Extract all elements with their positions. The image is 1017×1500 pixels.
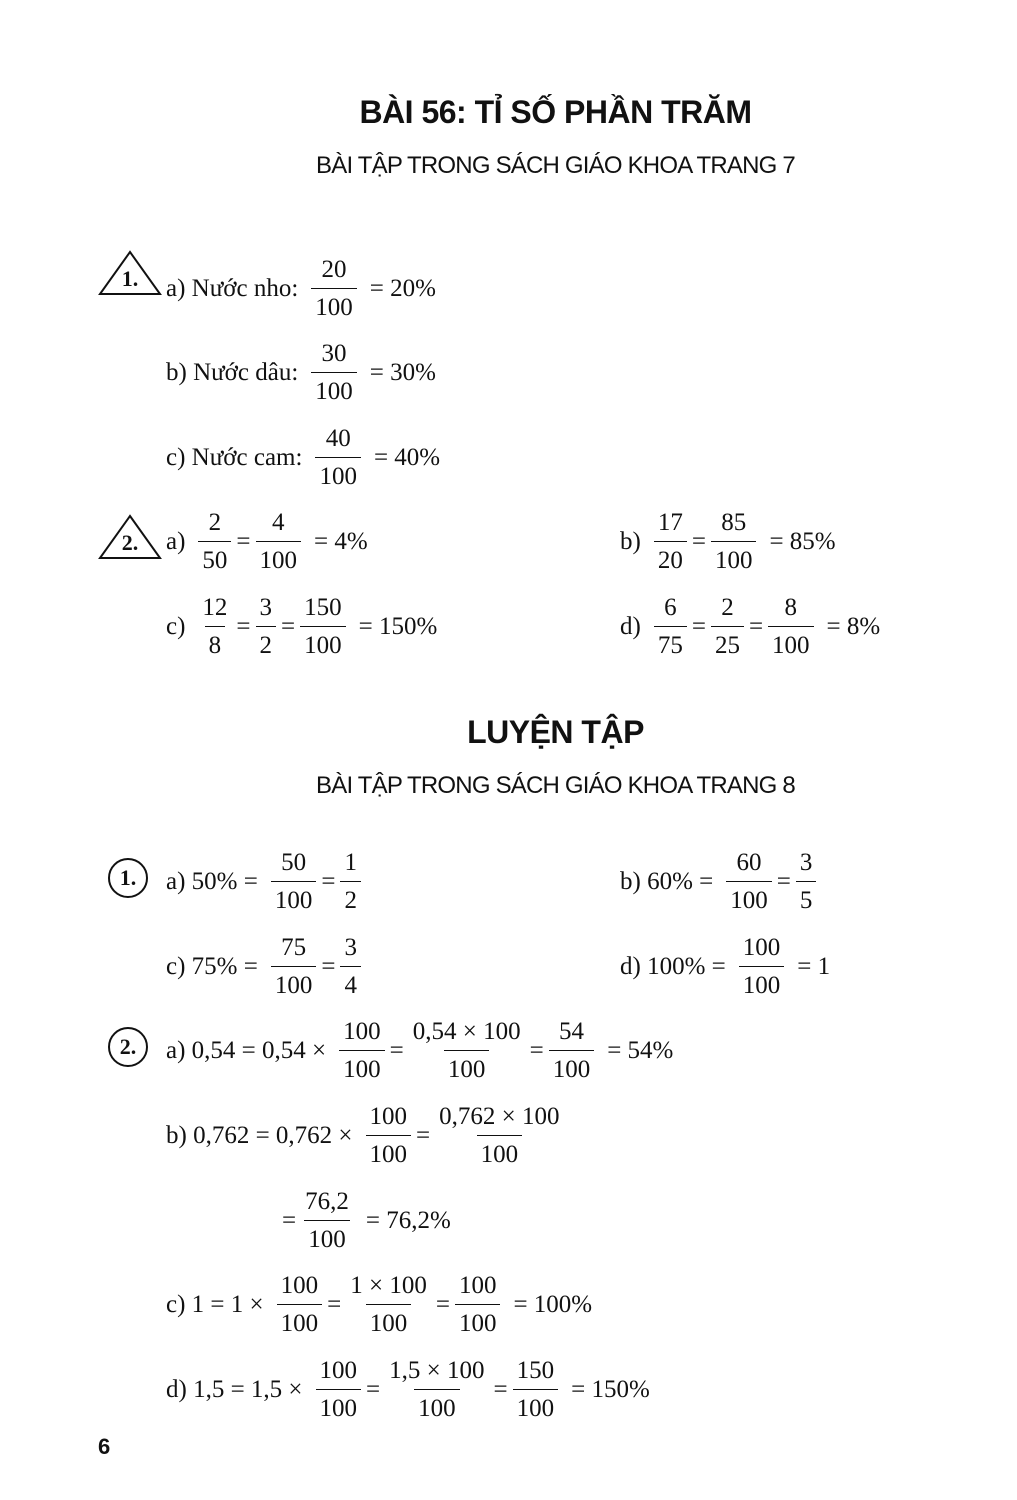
fraction: $\frac{75}{100}$ [271,933,317,1000]
fraction: $\frac{20}{100}$ [311,255,357,322]
lt2-d-prefix: d) 1,5 = 1,5 × [166,1375,303,1403]
lt2-line-c: c) 1 = 1 × $\frac{100}{100}$ = $\frac{1 \times 100}{100}$ = $\frac{100}{100}$ = 100% [166,1272,593,1337]
fraction: $\frac{1}{2}$ [340,848,361,915]
ex1-b-prefix: b) Nước dâu: [166,358,299,386]
lt2-d-result: = 150% [571,1375,650,1403]
ex2-c-prefix: c) [166,612,186,640]
lt1-a-prefix: a) 50% = [166,867,258,895]
fraction: $\frac{4}{100}$ [256,508,302,575]
lt2-line-b2: = $\frac{76,2}{100}$ = 76,2% [282,1188,451,1253]
ex2-b-result: = 85% [769,527,836,555]
fraction: $\frac{0,762 \times 100}{100}$ [439,1103,560,1168]
fraction: $\frac{2}{25}$ [711,593,744,660]
ex2-line-d: d) $\frac{6}{75}$ = $\frac{2}{25}$ = $\frac{8}{100}$ = 8% [620,594,881,659]
ex1-line-c [166,424,440,491]
fraction: $\frac{100}{100}$ [316,1356,362,1423]
ex2-d-prefix: d) [620,612,641,640]
fraction: $\frac{100}{100}$ [455,1271,501,1338]
ex2-a-result: = 4% [314,527,368,555]
practice-1-label: 1. [119,865,137,890]
ex1-b-result: = 30% [369,358,436,386]
fraction: $\frac{100}{100}$ [277,1271,323,1338]
lt1-line-a: a) 50% = $\frac{50}{100}$ = $\frac{1}{2}$ [166,848,366,915]
lesson-title: BÀI 56: TỈ SỐ PHẦN TRĂM [359,94,752,130]
lt1-d-result: = 1 [797,952,831,980]
ex2-line-b: b) $\frac{17}{20}$ = $\frac{85}{100}$ = 85% [620,509,836,574]
fraction: $\frac{100}{100}$ [739,933,785,1000]
lt1-line-c: c) 75% = $\frac{75}{100}$ = $\frac{3}{4}$ [166,933,366,1000]
practice-title: LUYỆN TẬP [467,714,644,750]
lt1-c-prefix: c) 75% = [166,952,258,980]
fraction: $\frac{150}{100}$ [300,593,346,660]
lt1-b-prefix: b) 60% = [620,867,714,895]
ex1-line-b [166,339,436,406]
ex2-d-result: = 8% [826,612,881,640]
ex1-c-result: = 40% [373,443,441,471]
ex1-a-result: = 20% [369,274,436,302]
fraction: $\frac{1 \times 100}{100}$ [350,1272,427,1337]
ex2-a-prefix: a) [166,527,186,555]
fraction: $\frac{2}{50}$ [198,508,231,575]
practice-1-marker [108,858,148,898]
fraction: $\frac{6}{75}$ [654,593,687,660]
lt2-b-prefix: b) 0,762 = 0,762 × [166,1121,353,1149]
lesson-subtitle: BÀI TẬP TRONG SÁCH GIÁO KHOA TRANG 7 [316,152,795,179]
ex1-line-a [166,255,436,322]
lt2-a-result: = 54% [607,1036,674,1064]
fraction: $\frac{3}{5}$ [796,848,817,915]
fraction: $\frac{76,2}{100}$ [305,1188,349,1253]
fraction: $\frac{1,5 \times 100}{100}$ [389,1357,485,1422]
lt2-line-d: d) 1,5 = 1,5 × $\frac{100}{100}$ = $\frac{1,5 \times 100}{100}$ = $\frac{150}{100}$ = 150% [166,1357,650,1422]
fraction: $\frac{30}{100}$ [311,339,357,406]
practice-subtitle: BÀI TẬP TRONG SÁCH GIÁO KHOA TRANG 8 [316,772,795,799]
lt2-b2-result: = 76,2% [365,1206,451,1234]
fraction: $\frac{12}{8}$ [202,594,228,659]
practice-2-marker [108,1027,148,1067]
lt2-c-prefix: c) 1 = 1 × [166,1290,264,1318]
fraction: $\frac{54}{100}$ [549,1017,595,1084]
ex2-line-a: a) $\frac{2}{50}$ = $\frac{4}{100}$ = 4% [166,509,368,574]
fraction: $\frac{60}{100}$ [726,848,772,915]
exercise-2-label: 2. [121,530,139,555]
fraction: $\frac{50}{100}$ [271,848,317,915]
exercise-1-marker [98,250,162,296]
ex1-a-prefix: a) Nước nho: [166,274,299,302]
ex2-b-prefix: b) [620,527,641,555]
lt2-line-a: a) 0,54 = 0,54 × $\frac{100}{100}$ = $\frac{0,54 \times 100}{100}$ = $\frac{54}{100}$ = 54% [166,1018,674,1083]
fraction: $\frac{0,54 \times 100}{100}$ [412,1018,521,1083]
ex2-c-result: = 150% [358,612,438,640]
fraction: $\frac{17}{20}$ [654,508,687,575]
fraction: $\frac{100}{100}$ [339,1017,385,1084]
fraction: $\frac{85}{100}$ [711,508,757,575]
fraction: $\frac{40}{100}$ [315,424,361,491]
exercise-2-marker [98,514,162,560]
lt1-line-d [620,933,830,1000]
exercise-1-label: 1. [121,266,139,291]
ex1-c-prefix: c) Nước cam: [166,443,303,471]
lt2-line-b: b) 0,762 = 0,762 × $\frac{100}{100}$ = $\frac{0,762 \times 100}{100}$ [166,1102,569,1169]
ex2-line-c: c) $\frac{12}{8}$ = $\frac{3}{2}$ = $\frac{150}{100}$ = 150% [166,594,438,659]
fraction: $\frac{3}{2}$ [256,593,277,660]
lt2-c-result: = 100% [513,1290,593,1318]
fraction: $\frac{3}{4}$ [340,933,361,1000]
fraction: $\frac{100}{100}$ [366,1102,412,1169]
lt1-d-prefix: d) 100% = [620,952,726,980]
practice-2-label: 2. [119,1034,137,1059]
page-number: 6 [98,1434,111,1459]
lt1-line-b: b) 60% = $\frac{60}{100}$ = $\frac{3}{5}$ [620,848,821,915]
lt2-a-prefix: a) 0,54 = 0,54 × [166,1036,327,1064]
fraction: $\frac{8}{100}$ [768,593,814,660]
fraction: $\frac{150}{100}$ [513,1356,559,1423]
